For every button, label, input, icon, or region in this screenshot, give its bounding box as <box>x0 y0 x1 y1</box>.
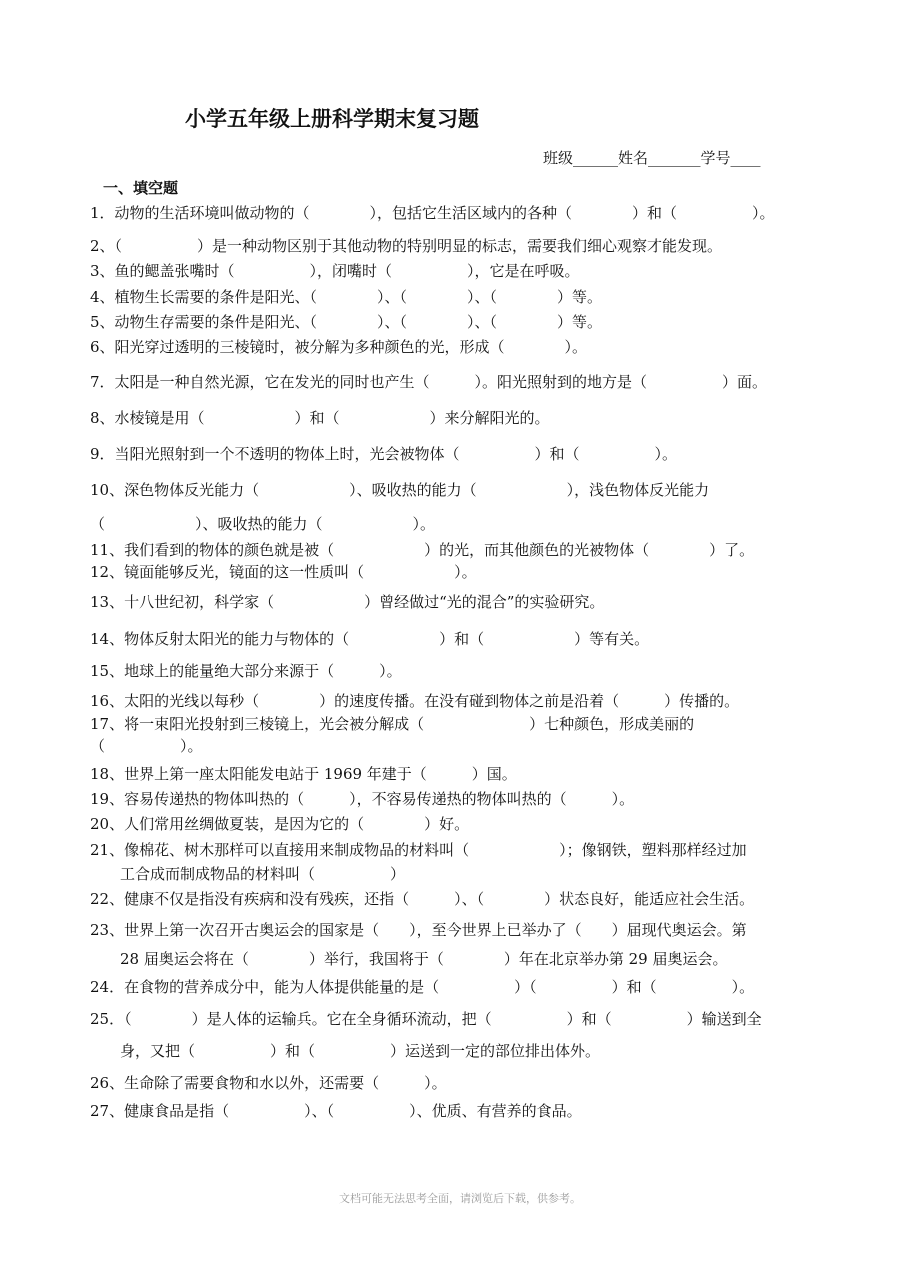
question-line: 17、将一束阳光投射到三棱镜上，光会被分解成（ ）七种颜色，形成美丽的 <box>90 715 695 733</box>
question-line: 22、健康不仅是指没有疾病和没有残疾，还指（ ）、（ ）状态良好，能适应社会生活。 <box>90 890 755 908</box>
question-line: 28 届奥运会将在（ ）举行，我国将于（ ）年在北京举办第 29 届奥运会。 <box>120 950 728 968</box>
question-line: 5、动物生存需要的条件是阳光、（ ）、（ ）、（ ）等。 <box>90 313 603 331</box>
question-line: 6、阳光穿过透明的三棱镜时，被分解为多种颜色的光，形成（ ）。 <box>90 338 588 356</box>
question-line: 3、鱼的鳃盖张嘴时（ ），闭嘴时（ ），它是在呼吸。 <box>90 262 580 280</box>
question-line: 13、十八世纪初，科学家（ ）曾经做过“光的混合”的实验研究。 <box>90 593 605 611</box>
question-line: 24．在食物的营养成分中，能为人体提供能量的是（ ）（ ）和（ ）。 <box>90 978 755 996</box>
question-line: 12、镜面能够反光，镜面的这一性质叫（ ）。 <box>90 563 477 581</box>
question-line: 7．太阳是一种自然光源，它在发光的同时也产生（ ）。阳光照射到的地方是（ ）面。 <box>90 373 768 391</box>
question-line: 21、像棉花、树木那样可以直接用来制成物品的材料叫（ ）；像钢铁，塑料那样经过加 <box>90 841 747 859</box>
question-line: 19、容易传递热的物体叫热的（ ），不容易传递热的物体叫热的（ ）。 <box>90 790 635 808</box>
question-line: 26、生命除了需要食物和水以外，还需要（ ）。 <box>90 1074 447 1092</box>
question-line: 20、人们常用丝绸做夏装，是因为它的（ ）好。 <box>90 815 470 833</box>
question-line: 15、地球上的能量绝大部分来源于（ ）。 <box>90 662 402 680</box>
question-line: 4、植物生长需要的条件是阳光、（ ）、（ ）、（ ）等。 <box>90 288 603 306</box>
section-heading: 一、填空题 <box>103 179 179 197</box>
question-line: 工合成而制成物品的材料叫（ ） <box>120 865 406 883</box>
question-line: 23、世界上第一次召开古奥运会的国家是（ ），至今世界上已举办了（ ）届现代奥运会。第 <box>90 921 747 939</box>
question-line: 27、健康食品是指（ ）、（ ）、优质、有营养的食品。 <box>90 1102 582 1120</box>
question-line: 9．当阳光照射到一个不透明的物体上时，光会被物体（ ）和（ ）。 <box>90 445 678 463</box>
question-line: 2、（ ）是一种动物区别于其他动物的特别明显的标志，需要我们细心观察才能发现。 <box>90 237 723 255</box>
question-line: 25．（ ）是人体的运输兵。它在全身循环流动，把（ ）和（ ）输送到全 <box>90 1010 762 1028</box>
question-line: （ ）、吸收热的能力（ ）。 <box>90 515 436 533</box>
student-info-line: 班级______姓名_______学号____ <box>543 149 761 167</box>
question-line: 11、我们看到的物体的颜色就是被（ ）的光，而其他颜色的光被物体（ ）了。 <box>90 541 755 559</box>
question-line: 身，又把（ ）和（ ）运送到一定的部位排出体外。 <box>120 1042 601 1060</box>
question-line: （ ）。 <box>90 737 203 755</box>
question-line: 16、太阳的光线以每秒（ ）的速度传播。在没有碰到物体之前是沿着（ ）传播的。 <box>90 692 740 710</box>
question-line: 14、物体反射太阳光的能力与物体的（ ）和（ ）等有关。 <box>90 630 650 648</box>
question-line: 10、深色物体反光能力（ ）、吸收热的能力（ ），浅色物体反光能力 <box>90 481 710 499</box>
question-line: 18、世界上第一座太阳能发电站于 1969 年建于（ ）国。 <box>90 765 517 783</box>
page-title: 小学五年级上册科学期末复习题 <box>185 107 479 131</box>
page-footer: 文档可能无法思考全面，请浏览后下载，供参考。 <box>339 1192 581 1205</box>
question-line: 8、水棱镜是用（ ）和（ ）来分解阳光的。 <box>90 409 550 427</box>
question-line: 1．动物的生活环境叫做动物的（ ），包括它生活区域内的各种（ ）和（ ）。 <box>90 204 775 222</box>
